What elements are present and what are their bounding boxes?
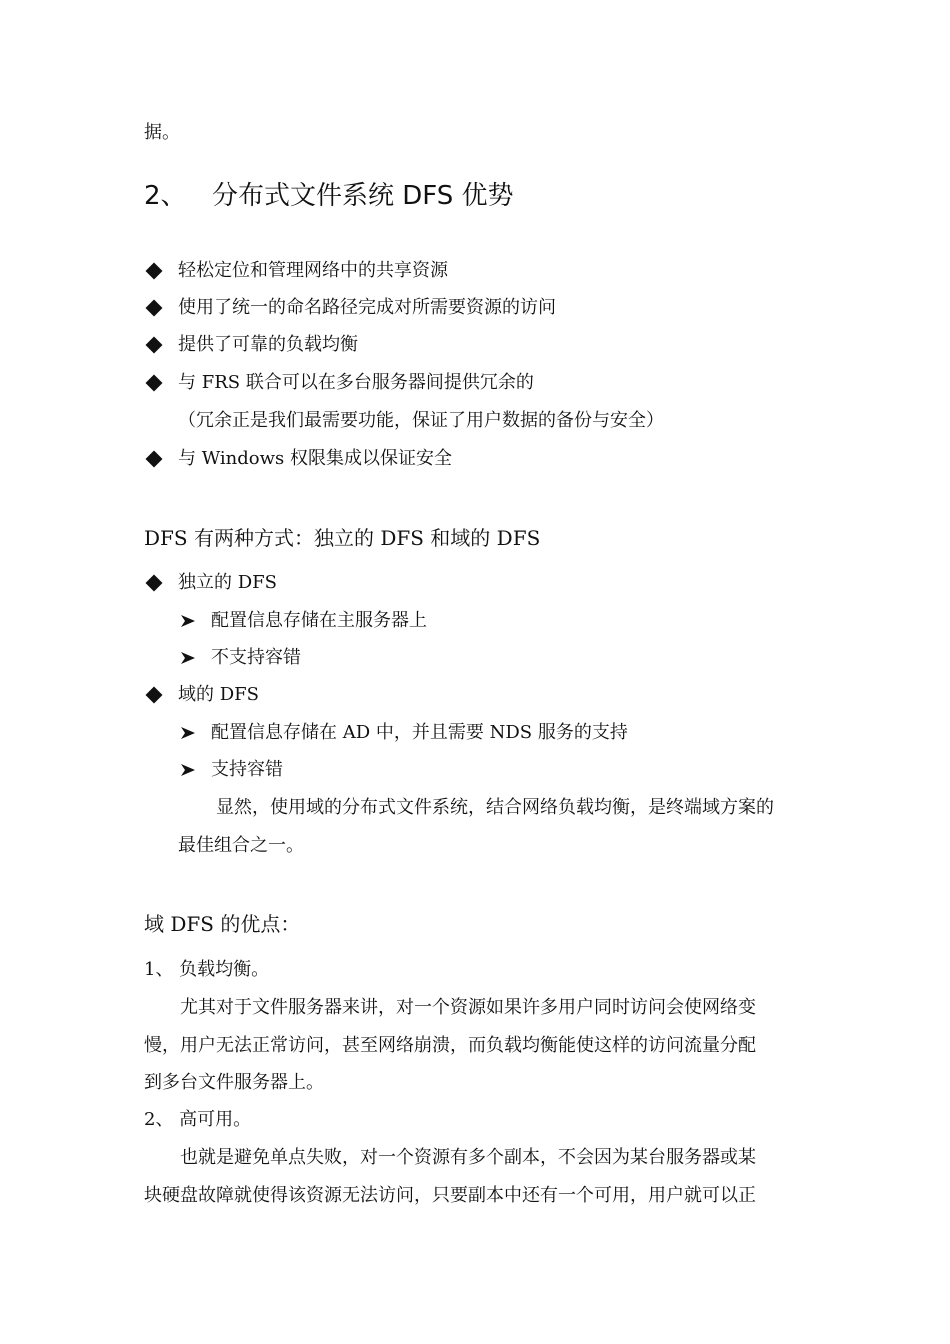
diamond-bullet-icon: [146, 300, 163, 317]
domain-advantages-heading: 域 DFS 的优点：: [144, 912, 301, 936]
paragraph-line: 也就是避免单点失败，对一个资源有多个副本，不会因为某台服务器或某: [180, 1147, 756, 1168]
diamond-bullet-icon: [146, 263, 163, 280]
summary-line: 最佳组合之一。: [178, 835, 304, 856]
paragraph-line: 尤其对于文件服务器来讲，对一个资源如果许多用户同时访问会使网络变: [180, 997, 756, 1018]
standalone-dfs-label: 独立的 DFS: [178, 572, 277, 593]
arrow-bullet-icon: [180, 763, 198, 777]
standalone-dfs-item: 不支持容错: [211, 647, 301, 668]
advantage-item: 轻松定位和管理网络中的共享资源: [178, 260, 448, 281]
modes-heading: DFS 有两种方式：独立的 DFS 和域的 DFS: [144, 526, 541, 550]
advantage-item: 提供了可靠的负载均衡: [178, 334, 358, 355]
diamond-bullet-icon: [146, 687, 163, 704]
paragraph-line: 到多台文件服务器上。: [144, 1072, 324, 1093]
arrow-bullet-icon: [180, 651, 198, 665]
paragraph-line: 块硬盘故障就使得该资源无法访问，只要副本中还有一个可用，用户就可以正: [144, 1185, 756, 1206]
arrow-bullet-icon: [180, 614, 198, 628]
point-title: 1、 负载均衡。: [144, 959, 270, 980]
section-title: 分布式文件系统 DFS 优势: [212, 181, 514, 211]
summary-line: 显然，使用域的分布式文件系统，结合网络负载均衡，是终端域方案的: [216, 797, 774, 818]
advantage-item: 与 Windows 权限集成以保证安全: [178, 448, 452, 469]
section-number: 2、: [144, 181, 187, 211]
advantage-item: 与 FRS 联合可以在多台服务器间提供冗余的: [178, 372, 534, 393]
diamond-bullet-icon: [146, 575, 163, 592]
paragraph-fragment: 据。: [144, 122, 180, 143]
arrow-bullet-icon: [180, 726, 198, 740]
diamond-bullet-icon: [146, 337, 163, 354]
diamond-bullet-icon: [146, 451, 163, 468]
point-title: 2、 高可用。: [144, 1109, 252, 1130]
domain-dfs-item: 支持容错: [211, 759, 283, 780]
advantage-note: （冗余正是我们最需要功能，保证了用户数据的备份与安全）: [178, 410, 664, 431]
domain-dfs-label: 域的 DFS: [178, 684, 259, 705]
domain-dfs-item: 配置信息存储在 AD 中，并且需要 NDS 服务的支持: [211, 722, 628, 743]
diamond-bullet-icon: [146, 375, 163, 392]
standalone-dfs-item: 配置信息存储在主服务器上: [211, 610, 427, 631]
advantage-item: 使用了统一的命名路径完成对所需要资源的访问: [178, 297, 556, 318]
paragraph-line: 慢，用户无法正常访问，甚至网络崩溃，而负载均衡能使这样的访问流量分配: [144, 1035, 756, 1056]
